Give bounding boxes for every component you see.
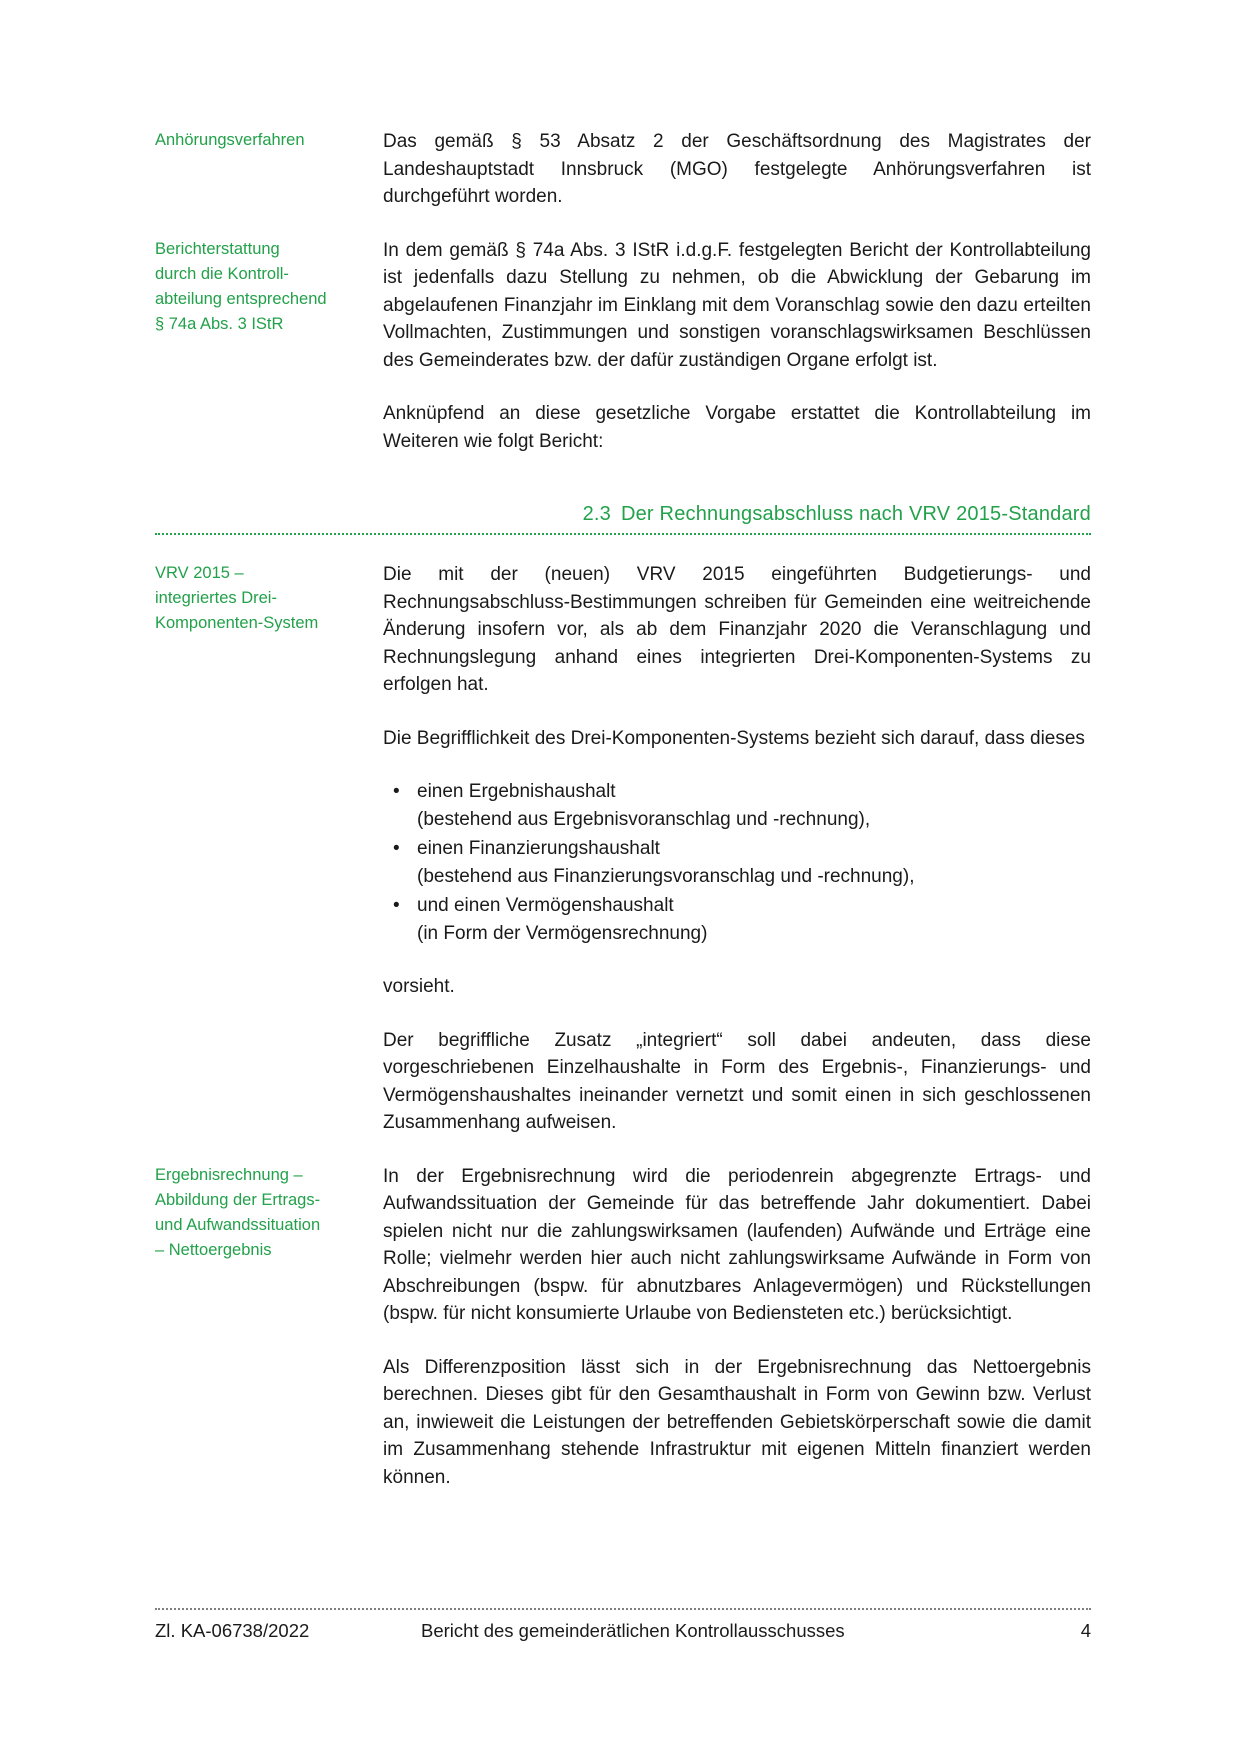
footer-reference: Zl. KA-06738/2022 [155,1620,310,1641]
paragraph: vorsieht. [383,976,455,997]
margin-note-line: abteilung entsprechend [155,289,327,308]
margin-note-line: durch die Kontroll- [155,264,289,283]
footer-row [155,1620,1091,1642]
content-block-ergebnisrechnung [155,1163,1091,1492]
body-column [383,237,1091,482]
margin-note [155,237,383,337]
list-item [417,778,1091,833]
section-heading-block [155,503,1091,535]
paragraph: Anknüpfend an diese gesetzliche Vorgabe erstattet die Kontrollabteilung im Weiteren wie folgt Bericht: [383,403,1091,452]
page-number: 4 [1080,1620,1091,1641]
list-item-line: • einen Finanzierungshaushalt [417,838,660,859]
margin-note-line: und Aufwandssituation [155,1215,321,1234]
margin-note-line: Abbildung der Ertrags- [155,1190,321,1209]
footer-title: Bericht des gemeinderätlichen Kontrollausschusses [421,1620,845,1641]
section-heading [155,503,1091,533]
margin-note-line: integriertes Drei- [155,589,277,607]
list-item-line: (in Form der Vermögensrechnung) [417,922,708,944]
list-item [417,892,1091,947]
section-divider [155,533,1091,535]
content-block-anhoerungsverfahren [155,128,1091,237]
section-number: 2.3 [582,503,611,525]
page-footer [155,1608,1091,1642]
body-column [383,128,1091,237]
paragraph: Das gemäß § 53 Absatz 2 der Geschäftsordnung des Magistrates der Landeshauptstadt Innsbruck (MGO) festgelegte Anhörungsverfahren ist durchgeführt worden. [383,131,1091,207]
body-column [383,561,1091,1163]
margin-note-line: § 74a Abs. 3 IStR [155,314,284,333]
body-column [383,1163,1091,1492]
footer-divider [155,1608,1091,1610]
margin-note-line: Komponenten-System [155,614,319,632]
margin-note-line: Anhörungsverfahren [155,131,305,149]
paragraph: In der Ergebnisrechnung wird die periodenrein abgegrenzte Ertrags- und Aufwandssituation der Gemeinde für das betreffende Jahr dokumentiert. Dabei spielen nicht nur die zahlungswirksamen (laufenden) Aufwände und Erträge eine Rolle; vielmehr werden hier auch nicht zahlungswirksame Aufwände in Form von Abschreibungen (bspw. für abnutzbares Anlagevermögen) und Rückstellungen (bspw. für nicht konsumierte Urlaube von Bediensteten etc.) berücksichtigt. [383,1165,1091,1324]
paragraph: In dem gemäß § 74a Abs. 3 IStR i.d.g.F. festgelegten Bericht der Kontrollabteilung ist jedenfalls dazu Stellung zu nehmen, ob die Abwicklung der Gebarung im abgelaufenen Finanzjahr im Einklang mit dem Voranschlag sowie den dazu erteilten Vollmachten, Zustimmungen und sonstigen voranschlagswirksamen Beschlüssen des Gemeinderates bzw. der dafür zuständigen Organe erfolgt ist. [383,239,1091,371]
bullet-list [383,778,1091,947]
list-item-line: (bestehend aus Ergebnisvoranschlag und -rechnung), [417,808,871,830]
content-block-berichterstattung [155,237,1091,482]
paragraph: Die mit der (neuen) VRV 2015 eingeführten Budgetierungs- und Rechnungsabschluss-Bestimmungen schreiben für Gemeinden eine weitreichende Änderung insofern vor, als ab dem Finanzjahr 2020 die Veranschlagung und Rechnungslegung anhand eines integrierten Drei-Komponenten-Systems zu erfolgen hat. [383,564,1091,695]
content-block-vrv2015 [155,561,1091,1163]
page-content [155,128,1091,1491]
list-item [417,835,1091,890]
margin-note-line: Ergebnisrechnung – [155,1165,303,1184]
margin-note-line: – Nettoergebnis [155,1240,272,1259]
margin-note [155,1163,383,1263]
section-title: Der Rechnungsabschluss nach VRV 2015-Standard [620,503,1091,525]
margin-note-line: Berichterstattung [155,239,280,258]
paragraph: Der begriffliche Zusatz „integriert“ soll dabei andeuten, dass diese vorgeschriebenen Einzelhaushalte in Form des Ergebnis-, Finanzierungs- und Vermögenshaushaltes ineinander vernetzt und somit einen in sich geschlossenen Zusammenhang aufweisen. [383,1029,1091,1133]
list-item-line: • und einen Vermögenshaushalt [417,895,674,916]
margin-note-line: VRV 2015 – [155,564,244,582]
list-item-line: (bestehend aus Finanzierungsvoranschlag und -rechnung), [417,865,915,887]
margin-note [155,128,383,153]
paragraph: Als Differenzposition lässt sich in der Ergebnisrechnung das Nettoergebnis berechnen. Dieses gibt für den Gesamthaushalt in Form von Gewinn bzw. Verlust an, inwieweit die Leistungen der betreffenden Gebietskörperschaft sowie die damit im Zusammenhang stehende Infrastruktur mit eigenen Mitteln finanziert werden können. [383,1356,1091,1488]
list-item-line: • einen Ergebnishaushalt [417,781,616,802]
paragraph: Die Begrifflichkeit des Drei-Komponenten-Systems bezieht sich darauf, dass dieses [383,727,1085,749]
margin-note [155,561,383,636]
